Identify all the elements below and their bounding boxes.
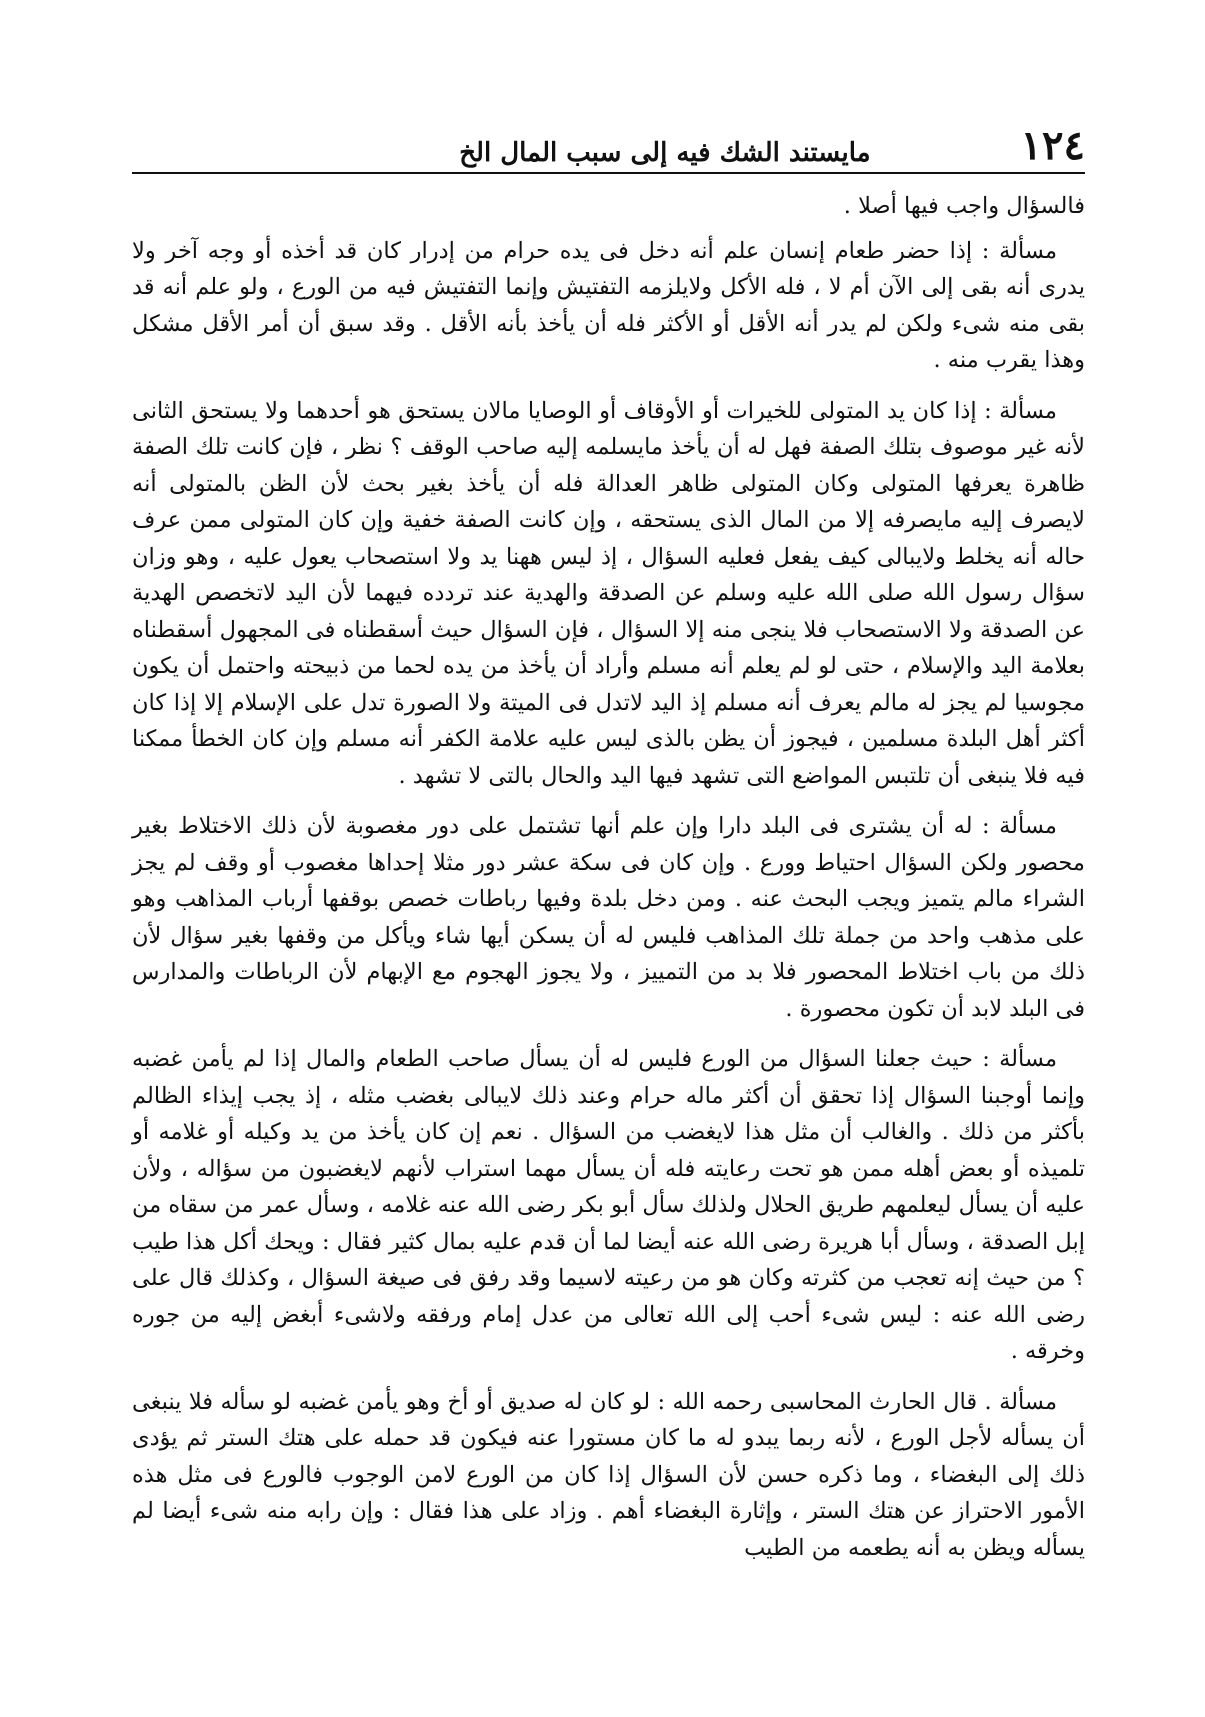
paragraph: مسألة : إذا حضر طعام إنسان علم أنه دخل فى يده حرام من إدرار كان قد أخذه أو وجه آخر ولا يدرى أنه بقى إلى الآن أم لا ، فله الأكل ولايلزمه التفتيش وإنما التفتيش فيه من الورع ، ولو علم أنه قد بقى منه شىء ولكن لم يدر أنه الأقل أو الأكثر فله أن يأخذ بأنه الأقل . وقد سبق أن أمر الأقل مشكل وهذا يقرب منه . — [132, 237, 1085, 373]
paragraph: مسألة : له أن يشترى فى البلد دارا وإن علم أنها تشتمل على دور مغصوبة لأن ذلك الاختلاط بغير محصور ولكن السؤال احتياط وورع . وإن كان فى سكة عشر دور مثلا إحداها مغصوب أو وقف لم يجز الشراء مالم يتميز ويجب البحث عنه . ومن دخل بلدة وفيها رباطات خصص بوقفها أرباب المذاهب وهو على مذهب واحد من جملة تلك المذاهب فليس له أن يسكن أيها شاء ويأكل من وقفها بغير سؤال لأن ذلك من باب اختلاط المحصور فلا بد من التمييز ، ولا يجوز الهجوم مع الإبهام لأن الرباطات والمدارس فى البلد لابد أن تكون محصورة . — [132, 813, 1085, 1022]
page-header — [132, 118, 1085, 174]
paragraph: مسألة : حيث جعلنا السؤال من الورع فليس له أن يسأل صاحب الطعام والمال إذا لم يأمن غضبه وإنما أوجبنا السؤال إذا تحقق أن أكثر ماله حرام وعند ذلك لايبالى بغضب مثله ، إذ يجب إيذاء الظالم بأكثر من ذلك . والغالب أن مثل هذا لايغضب من السؤال . نعم إن كان يأخذ من يد وكيله أو غلامه أو تلميذه أو بعض أهله ممن هو تحت رعايته فله أن يسأل مهما استراب لأنهم لايغضبون من سؤاله ، ولأن عليه أن يسأل ليعلمهم طريق الحلال ولذلك سأل أبو بكر رضى الله عنه غلامه ، وسأل عمر من سقاه من إبل الصدقة ، وسأل أبا هريرة رضى الله عنه أيضا لما أن قدم عليه بمال كثير فقال : ويحك أكل هذا طيب ؟ من حيث إنه تعجب من كثرته وكان هو من رعيته لاسيما وقد رفق فى صيغة السؤال ، وكذلك قال على رضى الله عنه : ليس شىء أحب إلى الله تعالى من عدل إمام ورفقه ولاشىء أبغض إليه من جوره وخرقه . — [132, 1046, 1085, 1364]
paragraph: فالسؤال واجب فيها أصلا . — [843, 193, 1085, 219]
paragraph: مسألة : إذا كان يد المتولى للخيرات أو الأوقاف أو الوصايا مالان يستحق هو أحدهما ولا يستحق الثانى لأنه غير موصوف بتلك الصفة فهل له أن يأخذ مايسلمه إليه صاحب الوقف ؟ نظر ، فإن كانت تلك الصفة ظاهرة يعرفها المتولى وكان المتولى ظاهر العدالة فله أن يأخذ بغير بحث لأن الظن بالمتولى أنه لايصرف إليه مايصرفه إلا من المال الذى يستحقه ، وإن كانت الصفة خفية وإن كان المتولى ممن عرف حاله أنه يخلط ولايبالى كيف يفعل فعليه السؤال ، إذ ليس ههنا يد ولا استصحاب يعول عليه ، وهو وزان سؤال رسول الله صلى الله عليه وسلم عن الصدقة والهدية عند تردده فيهما لأن اليد لاتخصص الهدية عن الصدقة ولا الاستصحاب فلا ينجى منه إلا السؤال ، فإن السؤال حيث أسقطناه فى المجهول أسقطناه بعلامة اليد والإسلام ، حتى لو لم يعلم أنه مسلم وأراد أن يأخذ من يده لحما من ذبيحته واحتمل أن يكون مجوسيا لم يجز له مالم يعرف أنه مسلم إذ اليد لاتدل فى الميتة ولا الصورة تدل على الإسلام إلا إذا كان أكثر أهل البلدة مسلمين ، فيجوز أن يظن بالذى ليس عليه علامة الكفر أنه مسلم وإن كان الخطأ ممكنا فيه فلا ينبغى أن تلتبس المواضع التى تشهد فيها اليد والحال بالتى لا تشهد . — [132, 397, 1085, 789]
page-number: ١٢٤ — [1020, 122, 1085, 169]
paragraph: مسألة . قال الحارث المحاسبى رحمه الله : لو كان له صديق أو أخ وهو يأمن غضبه لو سأله فلا ينبغى أن يسأله لأجل الورع ، لأنه ربما يبدو له ما كان مستورا عنه فيكون قد حمله على هتك الستر ثم يؤدى ذلك إلى البغضاء ، وما ذكره حسن لأن السؤال إذا كان من الورع لامن الوجوب فالورع فى مثل هذه الأمور الاحتراز عن هتك الستر ، وإثارة البغضاء أهم . وزاد على هذا فقال : وإن رابه منه شىء أيضا لم يسأله ويظن به أنه يطعمه من الطيب — [132, 1388, 1085, 1561]
running-title: مايستند الشك فيه إلى سبب المال الخ — [459, 138, 871, 168]
page-body — [132, 188, 1085, 1566]
